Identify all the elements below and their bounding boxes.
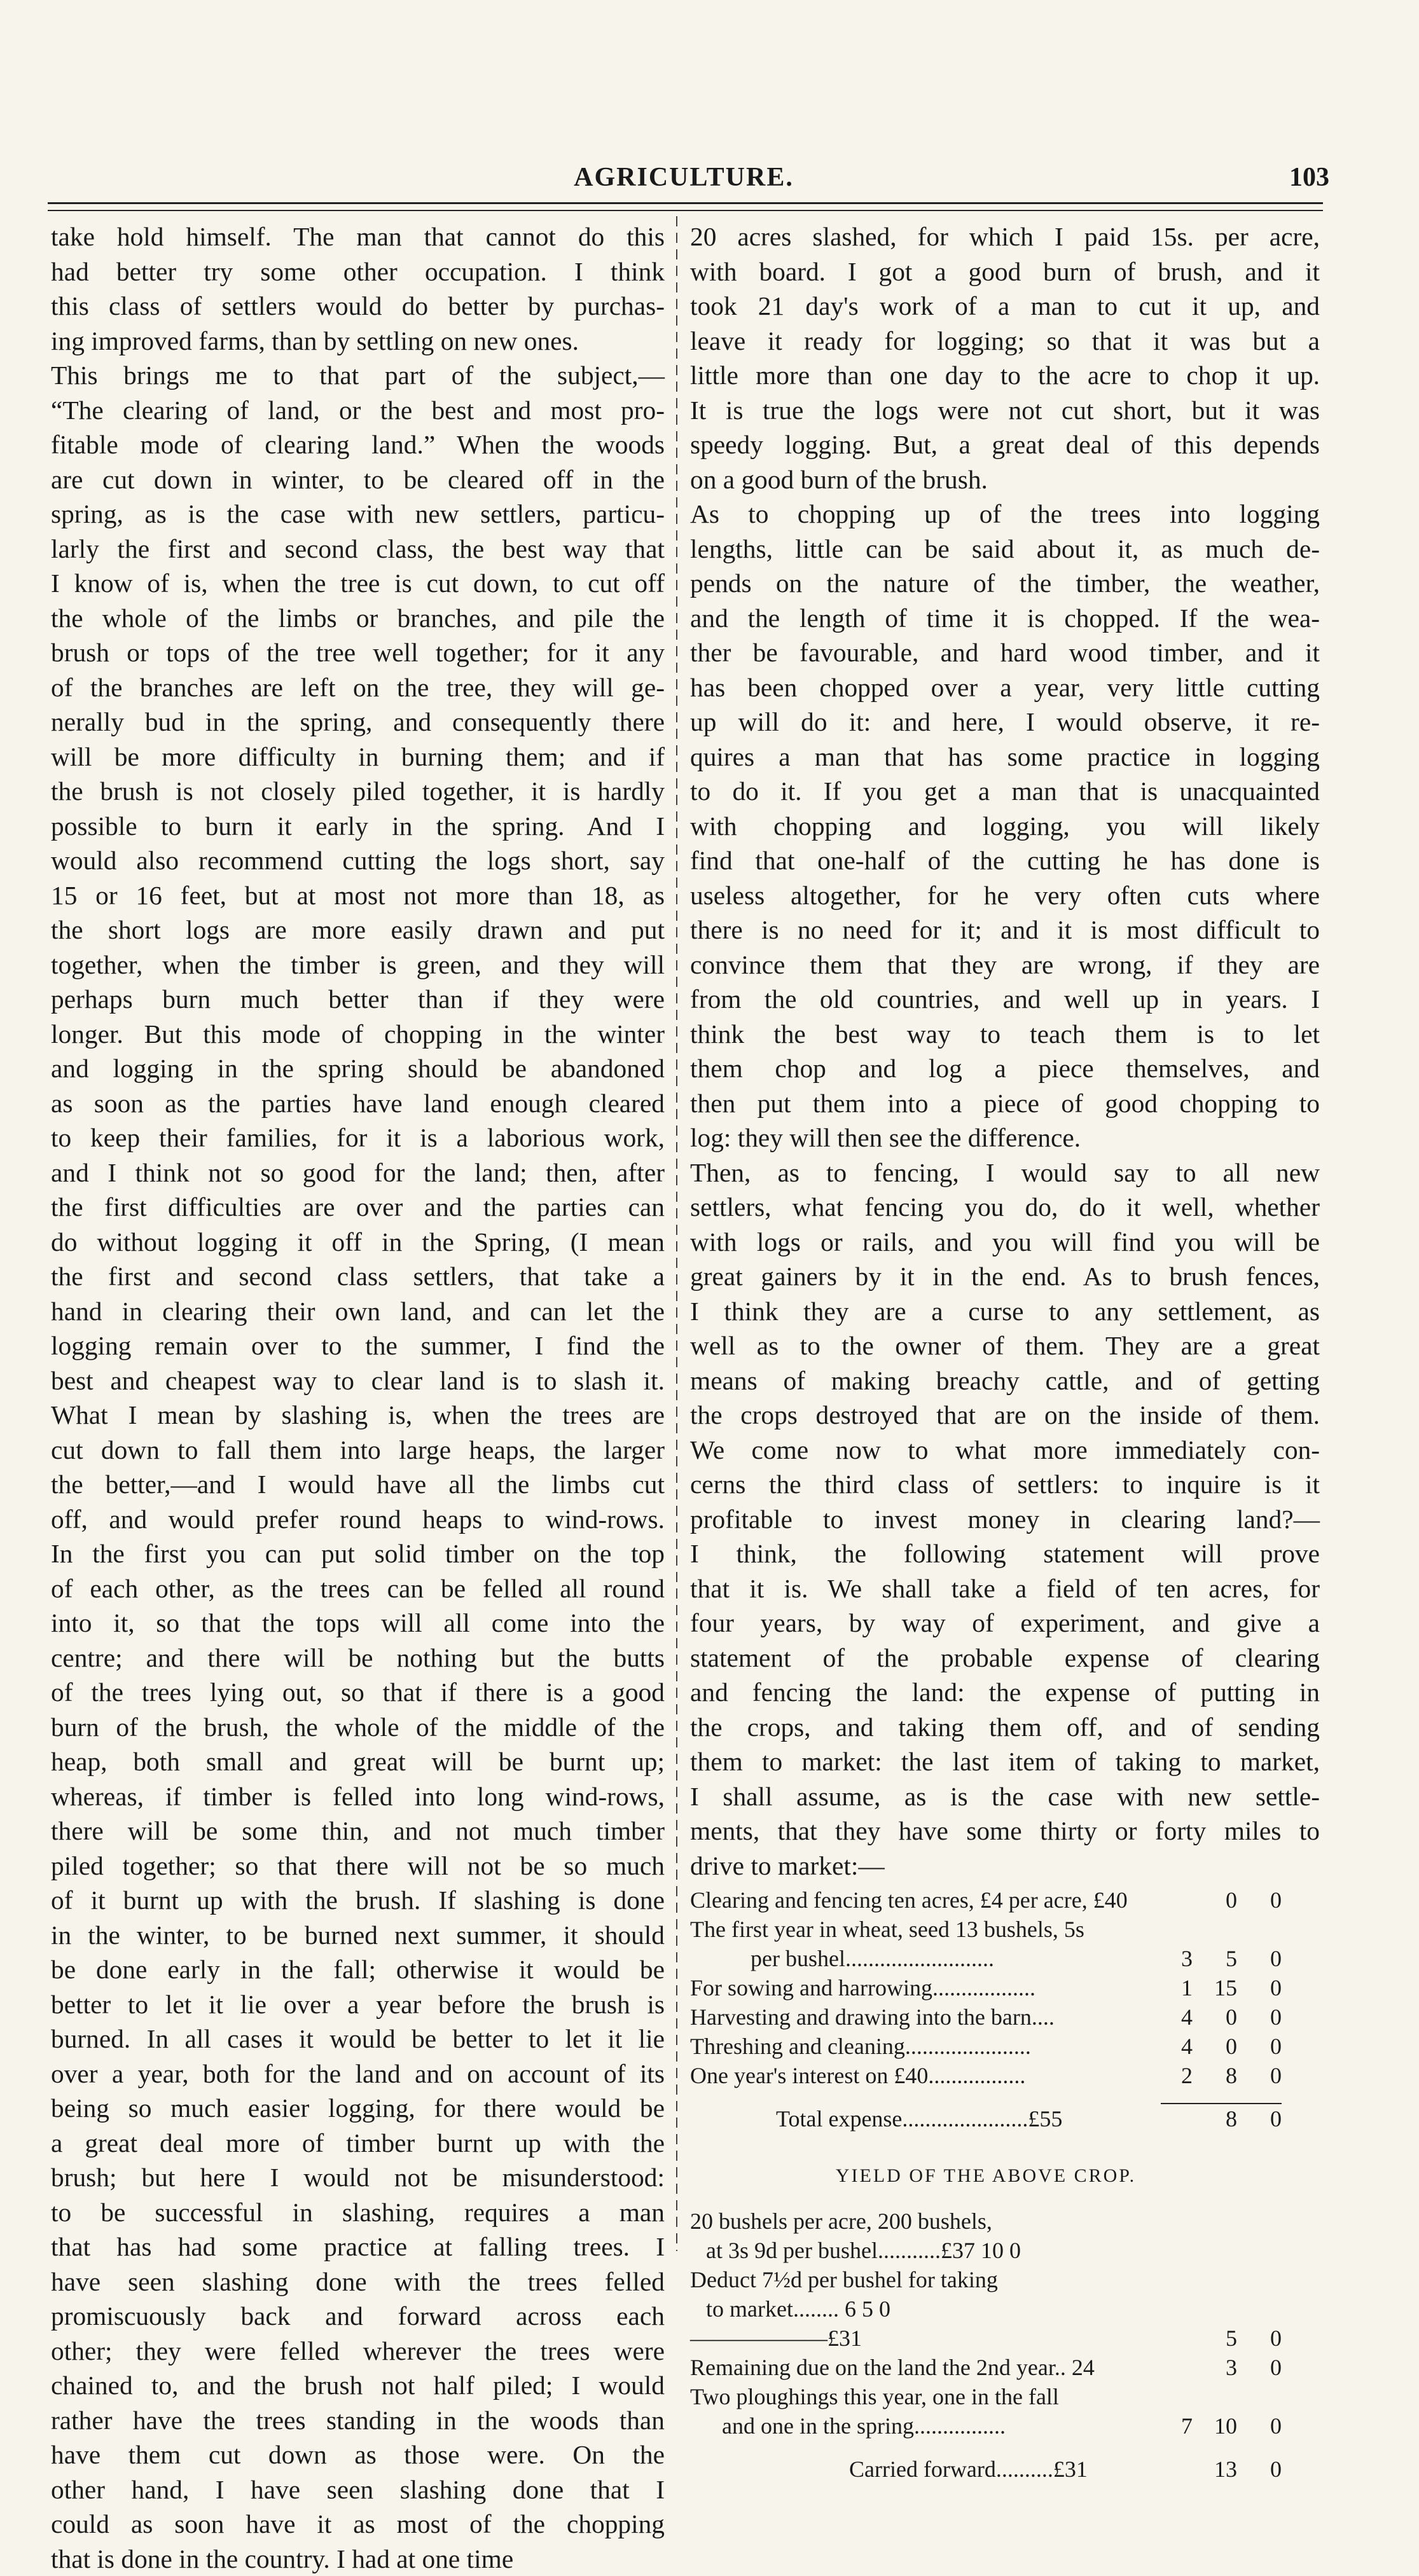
text-line: centre; and there will be nothing but the butts	[51, 1641, 665, 1676]
amount-cell: 10	[1193, 2411, 1237, 2441]
text-line: logging remain over to the summer, I find the	[51, 1328, 665, 1363]
amount-cell: 4	[1148, 2032, 1193, 2061]
text-line: will be more difficulty in burning them; and if	[51, 740, 665, 775]
text-line: piled together; so that there will not be so much	[51, 1849, 665, 1884]
text-line: the brush is not closely piled together, it is hardly	[51, 774, 665, 809]
amount-cell: 0	[1237, 2411, 1282, 2441]
left-column-text	[51, 219, 665, 2576]
amount-cell: 4	[1148, 2002, 1193, 2032]
amount-cell: 8	[1193, 2104, 1237, 2133]
account-row-amount	[1148, 2032, 1282, 2061]
text-line: being so much easier logging, for there would be	[51, 2091, 665, 2126]
text-line: It is true the logs were not cut short, but it was	[690, 393, 1320, 428]
text-line: cerns the third class of settlers: to inquire is it	[690, 1467, 1320, 1502]
text-line: think the best way to teach them is to let	[690, 1017, 1320, 1052]
text-line: I think they are a curse to any settlement, as	[690, 1294, 1320, 1329]
text-line: and the length of time it is chopped. If the wea-	[690, 601, 1320, 636]
text-line: do without logging it off in the Spring, (I mean	[51, 1225, 665, 1260]
text-line: take hold himself. The man that cannot do this	[51, 219, 665, 254]
account-row	[690, 2455, 1282, 2484]
account-row	[690, 2411, 1282, 2441]
amount-cell: 0	[1237, 2455, 1282, 2484]
text-line: in the winter, to be burned next summer, it should	[51, 1918, 665, 1953]
text-line: statement of the probable expense of clearing	[690, 1641, 1320, 1676]
text-line: settlers, what fencing you do, do it well, whether	[690, 1190, 1320, 1225]
text-line: as soon as the parties have land enough cleared	[51, 1086, 665, 1121]
text-line: profitable to invest money in clearing land?—	[690, 1502, 1320, 1537]
amount-cell: 0	[1237, 2002, 1282, 2032]
text-line: this class of settlers would do better by purchas-	[51, 289, 665, 324]
account-row	[690, 2324, 1282, 2353]
text-line: useless altogether, for he very often cuts where	[690, 878, 1320, 913]
text-line: whereas, if timber is felled into long wind-rows,	[51, 1779, 665, 1814]
account-row	[690, 2236, 1282, 2265]
account-row-amount	[1148, 2353, 1282, 2382]
text-line: have seen slashing done with the trees felled	[51, 2264, 665, 2299]
text-line: drive to market:—	[690, 1849, 1320, 1884]
text-line: little more than one day to the acre to chop it up.	[690, 358, 1320, 393]
text-line: off, and would prefer round heaps to wind-rows.	[51, 1502, 665, 1537]
text-line: the short logs are more easily drawn and put	[51, 913, 665, 947]
amount-cell: 0	[1237, 1885, 1282, 1915]
account-row-amount	[1148, 1885, 1282, 1915]
text-line: them to market: the last item of taking to market,	[690, 1744, 1320, 1779]
text-line: great gainers by it in the end. As to brush fences,	[690, 1259, 1320, 1294]
text-line: other hand, I have seen slashing done that I	[51, 2472, 665, 2507]
text-line: ther be favourable, and hard wood timber, and it	[690, 635, 1320, 670]
account-row	[690, 1944, 1282, 1973]
text-line: the crops, and taking them off, and of sending	[690, 1710, 1320, 1745]
text-line: hand in clearing their own land, and can let the	[51, 1294, 665, 1329]
text-line: with chopping and logging, you will likely	[690, 809, 1320, 844]
amount-cell: 1	[1148, 1973, 1193, 2002]
account-row	[690, 1885, 1282, 1915]
text-line: log: they will then see the difference.	[690, 1120, 1320, 1155]
account-row-description: Two ploughings this year, one in the fall	[690, 2382, 1059, 2411]
text-line: longer. But this mode of chopping in the winter	[51, 1017, 665, 1052]
account-row	[690, 2207, 1282, 2236]
account-row	[690, 2353, 1282, 2382]
account-row	[690, 1973, 1282, 2002]
text-line: find that one-half of the cutting he has done is	[690, 843, 1320, 878]
text-line: burn of the brush, the whole of the middle of the	[51, 1710, 665, 1745]
amount-cell: 8	[1193, 2061, 1237, 2090]
text-line: there is no need for it; and it is most difficult to	[690, 913, 1320, 947]
text-line: a great deal more of timber burnt up with the	[51, 2126, 665, 2161]
account-row-description: Threshing and cleaning......................	[690, 2032, 1031, 2061]
account-row	[690, 2382, 1282, 2411]
account-row-amount	[1148, 2207, 1282, 2236]
text-line: to do it. If you get a man that is unacquainted	[690, 774, 1320, 809]
text-line: quires a man that has some practice in logging	[690, 740, 1320, 775]
text-line: This brings me to that part of the subject,—	[51, 358, 665, 393]
account-row-amount	[1148, 1973, 1282, 2002]
text-line: and fencing the land: the expense of putting in	[690, 1675, 1320, 1710]
text-line: possible to burn it early in the spring. And I	[51, 809, 665, 844]
account-row-amount	[1148, 2294, 1282, 2324]
account-row-description: per bushel..........................	[751, 1944, 994, 1973]
account-row-amount	[1148, 2002, 1282, 2032]
account-row-description: Carried forward..........£31	[849, 2455, 1088, 2484]
right-column-text	[690, 219, 1320, 1883]
account-row-amount	[1148, 2411, 1282, 2441]
account-row-description: and one in the spring................	[722, 2411, 1006, 2441]
account-row-description: One year's interest on £40.................	[690, 2061, 1025, 2090]
text-line: spring, as is the case with new settlers, particu-	[51, 497, 665, 532]
account-row-amount	[1148, 2061, 1282, 2090]
text-line: I shall assume, as is the case with new settle-	[690, 1779, 1320, 1814]
text-line: In the first you can put solid timber on the top	[51, 1536, 665, 1571]
text-line: of it burnt up with the brush. If slashing is done	[51, 1883, 665, 1918]
amount-cell: 7	[1148, 2411, 1193, 2441]
text-line: best and cheapest way to clear land is to slash it.	[51, 1363, 665, 1398]
text-line: into it, so that the tops will all come into the	[51, 1606, 665, 1641]
text-line: would also recommend cutting the logs short, say	[51, 843, 665, 878]
text-line: of the trees lying out, so that if there is a good	[51, 1675, 665, 1710]
account-row-amount	[1148, 1944, 1282, 1973]
account-row-description: to market........ 6 5 0	[706, 2294, 890, 2324]
text-line: of the branches are left on the tree, they will ge-	[51, 670, 665, 705]
text-line: ing improved farms, than by settling on new ones.	[51, 324, 665, 359]
text-line: Then, as to fencing, I would say to all new	[690, 1155, 1320, 1190]
amount-cell: 0	[1237, 1944, 1282, 1973]
text-line: burned. In all cases it would be better to let it lie	[51, 2022, 665, 2056]
account-row-amount	[1148, 1915, 1282, 1944]
text-line: then put them into a piece of good chopping to	[690, 1086, 1320, 1121]
account-row-description: Remaining due on the land the 2nd year.. 24	[690, 2353, 1095, 2382]
text-line: nerally bud in the spring, and consequently there	[51, 705, 665, 740]
text-line: speedy logging. But, a great deal of this depends	[690, 427, 1320, 462]
text-line: pends on the nature of the timber, the weather,	[690, 566, 1320, 601]
text-line: I think, the following statement will prove	[690, 1536, 1320, 1571]
text-line: larly the first and second class, the best way that	[51, 532, 665, 567]
text-line: and I think not so good for the land; then, after	[51, 1155, 665, 1190]
amount-cell: 0	[1237, 2353, 1282, 2382]
account-row	[690, 2265, 1282, 2294]
text-line: heap, both small and great will be burnt up;	[51, 1744, 665, 1779]
account-row-description: ——————£31	[690, 2324, 862, 2353]
account-row-amount	[1148, 2324, 1282, 2353]
yield-heading: YIELD OF THE ABOVE CROP.	[690, 2165, 1282, 2194]
amount-cell: 0	[1237, 2061, 1282, 2090]
text-line: 20 acres slashed, for which I paid 15s. per acre,	[690, 219, 1320, 254]
text-line: the first and second class settlers, that take a	[51, 1259, 665, 1294]
text-line: had better try some other occupation. I think	[51, 254, 665, 289]
account-row-description: The first year in wheat, seed 13 bushels, 5s	[690, 1915, 1084, 1944]
account-row-description: For sowing and harrowing..................	[690, 1973, 1035, 2002]
account-row-amount	[1148, 2382, 1282, 2411]
text-line: the better,—and I would have all the limbs cut	[51, 1467, 665, 1502]
text-line: that has had some practice at falling trees. I	[51, 2229, 665, 2264]
page-number: 103	[1289, 162, 1329, 193]
text-line: well as to the owner of them. They are a great	[690, 1328, 1320, 1363]
text-line: with logs or rails, and you will find you will be	[690, 1225, 1320, 1260]
text-line: be done early in the fall; otherwise it would be	[51, 1952, 665, 1987]
text-line: ments, that they have some thirty or forty miles to	[690, 1814, 1320, 1849]
text-line: over a year, both for the land and on account of its	[51, 2056, 665, 2091]
text-line: could as soon have it as most of the chopping	[51, 2507, 665, 2542]
account-row	[690, 2032, 1282, 2061]
text-line: up will do it: and here, I would observe, it re-	[690, 705, 1320, 740]
text-line: four years, by way of experiment, and give a	[690, 1606, 1320, 1641]
text-line: leave it ready for logging; so that it was but a	[690, 324, 1320, 359]
text-line: perhaps burn much better than if they were	[51, 982, 665, 1017]
account-row-description: Deduct 7½d per bushel for taking	[690, 2265, 998, 2294]
amount-cell: 0	[1237, 2324, 1282, 2353]
text-line: lengths, little can be said about it, as much de-	[690, 532, 1320, 567]
amount-cell: 0	[1237, 1973, 1282, 2002]
text-line: promiscuously back and forward across each	[51, 2299, 665, 2334]
text-line: has been chopped over a year, very little cutting	[690, 670, 1320, 705]
amount-cell: 2	[1148, 2061, 1193, 2090]
account-row	[690, 1915, 1282, 1944]
account-row-amount	[1148, 2455, 1282, 2484]
amount-cell: 13	[1193, 2455, 1237, 2484]
yield-account	[690, 2207, 1282, 2484]
running-title: AGRICULTURE.	[38, 162, 1329, 193]
account-row-description: Harvesting and drawing into the barn....	[690, 2002, 1055, 2032]
text-line: have them cut down as those were. On the	[51, 2437, 665, 2472]
amount-cell: 3	[1148, 1944, 1193, 1973]
text-line: As to chopping up of the trees into logging	[690, 497, 1320, 532]
text-line: better to let it lie over a year before the brush is	[51, 1987, 665, 2022]
text-line: means of making breachy cattle, and of getting	[690, 1363, 1320, 1398]
amount-cell: 15	[1193, 1973, 1237, 2002]
text-line: other; they were felled wherever the trees were	[51, 2334, 665, 2369]
text-line: with board. I got a good burn of brush, and it	[690, 254, 1320, 289]
amount-cell: 0	[1237, 2032, 1282, 2061]
text-line: brush; but here I would not be misunderstood:	[51, 2160, 665, 2195]
account-row	[690, 2294, 1282, 2324]
header-rule-thick	[48, 202, 1323, 204]
account-row-description: 20 bushels per acre, 200 bushels,	[690, 2207, 992, 2236]
page-header	[38, 162, 1329, 194]
account-row-amount	[1148, 2104, 1282, 2133]
text-line: What I mean by slashing is, when the trees are	[51, 1398, 665, 1433]
amount-cell: 0	[1193, 1885, 1237, 1915]
amount-cell: 0	[1237, 2104, 1282, 2133]
text-line: that is done in the country. I had at one time	[51, 2542, 665, 2576]
account-row-description: Total expense......................£55	[776, 2104, 1062, 2133]
text-line: brush or tops of the tree well together; for it any	[51, 635, 665, 670]
text-line: We come now to what more immediately con-	[690, 1433, 1320, 1468]
text-line: and logging in the spring should be abandoned	[51, 1051, 665, 1086]
amount-cell: 5	[1193, 1944, 1237, 1973]
header-rule-thin	[48, 210, 1323, 211]
text-line: the crops destroyed that are on the inside of them.	[690, 1398, 1320, 1433]
text-line: convince them that they are wrong, if they are	[690, 947, 1320, 982]
text-line: “The clearing of land, or the best and most pro-	[51, 393, 665, 428]
account-row-amount	[1148, 2236, 1282, 2265]
amount-cell: 0	[1193, 2002, 1237, 2032]
text-line: the first difficulties are over and the parties can	[51, 1190, 665, 1225]
column-divider	[676, 216, 677, 2251]
expense-account	[690, 1885, 1282, 2133]
text-line: cut down to fall them into large heaps, the larger	[51, 1433, 665, 1468]
text-line: there will be some thin, and not much timber	[51, 1814, 665, 1849]
account-row-amount	[1148, 2265, 1282, 2294]
amount-cell: 3	[1193, 2353, 1237, 2382]
account-row	[690, 2104, 1282, 2133]
text-line: from the old countries, and well up in years. I	[690, 982, 1320, 1017]
account-row-description: at 3s 9d per bushel...........£37 10 0	[706, 2236, 1021, 2265]
text-line: took 21 day's work of a man to cut it up, and	[690, 289, 1320, 324]
text-line: that it is. We shall take a field of ten acres, for	[690, 1571, 1320, 1606]
amount-cell: 0	[1193, 2032, 1237, 2061]
text-line: chained to, and the brush not half piled; I would	[51, 2368, 665, 2403]
text-line: are cut down in winter, to be cleared off in the	[51, 462, 665, 497]
account-row	[690, 2002, 1282, 2032]
account-row	[690, 2061, 1282, 2090]
text-line: them chop and log a piece themselves, and	[690, 1051, 1320, 1086]
text-line: fitable mode of clearing land.” When the woods	[51, 427, 665, 462]
account-row-description: Clearing and fencing ten acres, £4 per acre, £40	[690, 1885, 1128, 1915]
text-line: on a good burn of the brush.	[690, 462, 1320, 497]
text-line: together, when the timber is green, and they will	[51, 947, 665, 982]
text-line: rather have the trees standing in the woods than	[51, 2403, 665, 2438]
text-line: to keep their families, for it is a laborious work,	[51, 1120, 665, 1155]
text-line: of each other, as the trees can be felled all round	[51, 1571, 665, 1606]
text-line: I know of is, when the tree is cut down, to cut off	[51, 566, 665, 601]
amount-cell: 5	[1193, 2324, 1237, 2353]
text-line: 15 or 16 feet, but at most not more than 18, as	[51, 878, 665, 913]
text-line: the whole of the limbs or branches, and pile the	[51, 601, 665, 636]
text-line: to be successful in slashing, requires a man	[51, 2195, 665, 2230]
